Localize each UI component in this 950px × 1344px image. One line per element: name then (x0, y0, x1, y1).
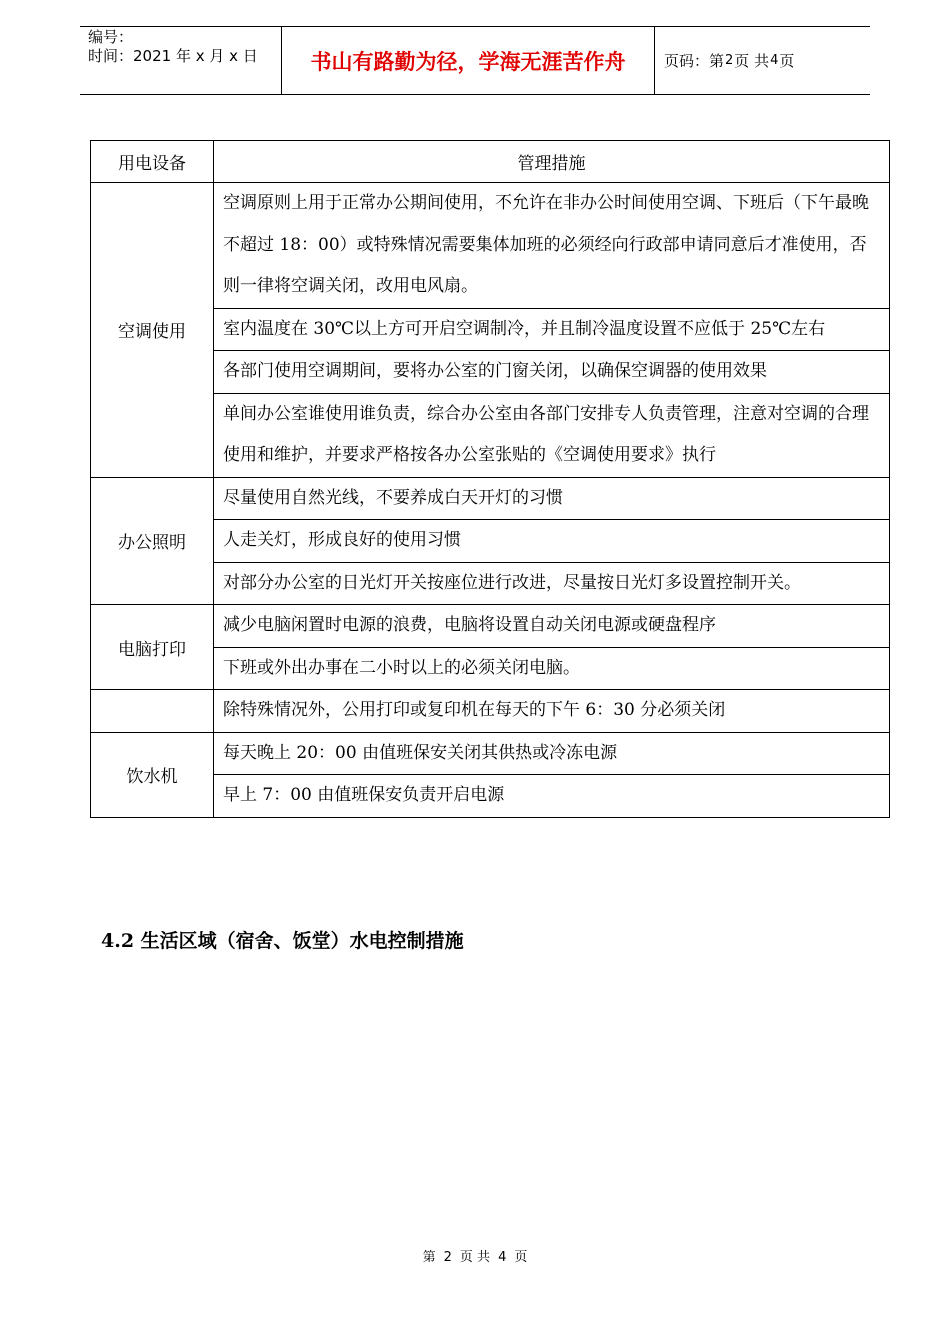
measure-cell: 下班或外出办事在二小时以上的必须关闭电脑。 (214, 647, 890, 690)
table-row (91, 732, 890, 775)
document-number-label: 编号： (88, 28, 134, 46)
header-page-prefix: 页码：第 (664, 52, 725, 70)
footer-page-current: 2 (443, 1250, 452, 1265)
measure-cell: 每天晚上 20：00 由值班保安关闭其供热或冷冻电源 (214, 732, 890, 775)
page-header (80, 26, 870, 95)
measure-cell: 尽量使用自然光线，不要养成白天开灯的习惯 (214, 477, 890, 520)
device-cell-air-conditioning: 空调使用 (91, 183, 214, 478)
header-page-total: 4 (770, 53, 779, 68)
section-heading: 4.2 生活区域（宿舍、饭堂）水电控制措施 (101, 930, 464, 952)
page-footer (0, 1246, 950, 1265)
header-meta (80, 27, 282, 94)
table-row (91, 183, 890, 309)
footer-prefix: 第 (422, 1250, 436, 1265)
header-page-current: 2 (725, 53, 734, 68)
header-page-mid: 页 共 (734, 52, 770, 70)
power-management-table (90, 140, 890, 818)
device-cell-computer-printing: 电脑打印 (91, 605, 214, 690)
measure-cell: 单间办公室谁使用谁负责，综合办公室由各部门安排专人负责管理，注意对空调的合理使用和维护，并要求严格按各办公室张贴的《空调使用要求》执行 (214, 393, 890, 477)
table-row (91, 477, 890, 520)
footer-page-total: 4 (498, 1250, 507, 1265)
measure-cell: 室内温度在 30℃以上方可开启空调制冷，并且制冷温度设置不应低于 25℃左右 (214, 308, 890, 351)
measure-cell: 对部分办公室的日光灯开关按座位进行改进，尽量按日光灯多设置控制开关。 (214, 562, 890, 605)
header-page-suffix: 页 (779, 52, 795, 70)
header-motto: 书山有路勤为径，学海无涯苦作舟 (282, 27, 655, 94)
measure-cell: 早上 7：00 由值班保安负责开启电源 (214, 775, 890, 818)
measure-cell: 除特殊情况外，公用打印或复印机在每天的下午 6：30 分必须关闭 (214, 690, 890, 733)
measure-cell: 空调原则上用于正常办公期间使用，不允许在非办公时间使用空调、下班后（下午最晚不超过 18：00）或特殊情况需要集体加班的必须经向行政部申请同意后才准使用，否则一律将空调关闭，改用电风扇。 (214, 183, 890, 309)
measure-cell: 减少电脑闲置时电源的浪费，电脑将设置自动关闭电源或硬盘程序 (214, 605, 890, 648)
device-cell-office-lighting: 办公照明 (91, 477, 214, 605)
measure-cell: 人走关灯，形成良好的使用习惯 (214, 520, 890, 563)
device-cell-empty (91, 690, 214, 733)
column-header-measures: 管理措施 (214, 141, 890, 183)
table-header-row (91, 141, 890, 183)
table-row (91, 605, 890, 648)
header-page-info (655, 27, 870, 94)
document-time-label: 时间：2021 年 x 月 x 日 (88, 47, 258, 65)
device-cell-water-dispenser: 饮水机 (91, 732, 214, 817)
measure-cell: 各部门使用空调期间，要将办公室的门窗关闭，以确保空调器的使用效果 (214, 351, 890, 394)
column-header-device: 用电设备 (91, 141, 214, 183)
footer-mid: 页 共 (459, 1250, 491, 1265)
table-row (91, 690, 890, 733)
footer-suffix: 页 (514, 1250, 528, 1265)
